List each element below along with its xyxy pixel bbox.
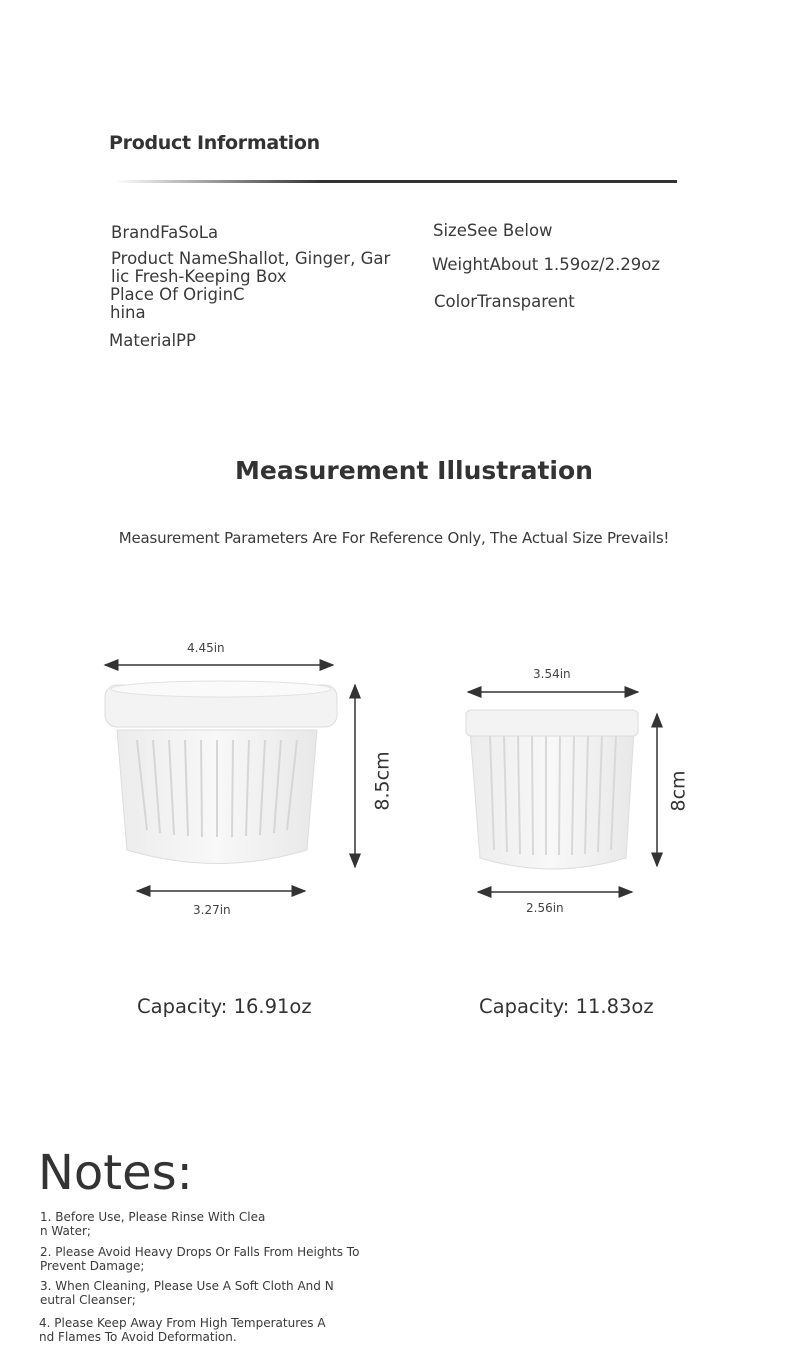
small-bottom-width-label: 2.56in [526,901,564,915]
info-origin-line2: hina [110,303,146,322]
info-brand-text: BrandFaSoLa [111,223,219,242]
note-item-2 [40,1245,359,1273]
info-color-text: ColorTransparent [434,292,575,311]
large-bottom-width-label: 3.27in [193,903,231,917]
note-3-line2: eutral Cleanser; [40,1293,136,1307]
info-material [109,332,196,350]
title-divider [115,180,677,183]
info-weight [432,256,660,274]
large-top-width-label: 4.45in [187,641,225,655]
note-item-4 [39,1316,326,1344]
info-origin-line1: Place Of OriginC [110,285,245,304]
info-size [433,222,553,240]
info-size-text: SizeSee Below [433,221,553,240]
small-top-width-label: 3.54in [533,667,571,681]
measurement-subtitle: Measurement Parameters Are For Reference Only, The Actual Size Prevails! [118,529,670,547]
note-4-line1: 4. Please Keep Away From High Temperatures A [39,1316,326,1330]
large-container-illustration [95,655,395,900]
small-height-label: 8cm [667,770,690,812]
note-item-1 [40,1210,265,1238]
info-origin [110,286,245,322]
note-1-line1: 1. Before Use, Please Rinse With Clea [40,1210,266,1224]
info-product-name-line1: Product NameShallot, Ginger, Gar [111,249,391,268]
note-3-line1: 3. When Cleaning, Please Use A Soft Cloth And N [40,1279,334,1293]
note-4-line2: nd Flames To Avoid Deformation. [39,1330,237,1344]
info-product-name-line2: lic Fresh-Keeping Box [111,267,287,286]
info-weight-text: WeightAbout 1.59oz/2.29oz [432,255,661,274]
note-1-line2: n Water; [40,1224,91,1238]
small-capacity: Capacity: 11.83oz [479,995,654,1018]
info-color [434,293,575,311]
note-2-line1: 2. Please Avoid Heavy Drops Or Falls From Heights To [40,1245,360,1259]
large-capacity: Capacity: 16.91oz [137,995,312,1018]
note-item-3 [40,1279,334,1307]
notes-title: Notes: [38,1145,193,1201]
product-information-title: Product Information [109,132,320,154]
info-brand [111,224,218,242]
note-2-line2: Prevent Damage; [40,1259,145,1273]
container-lid [466,710,638,736]
small-container-illustration [462,680,672,900]
info-material-text: MaterialPP [109,331,196,350]
large-height-label: 8.5cm [371,751,394,811]
info-product-name [111,250,390,286]
measurement-title: Measurement Illustration [235,456,593,485]
